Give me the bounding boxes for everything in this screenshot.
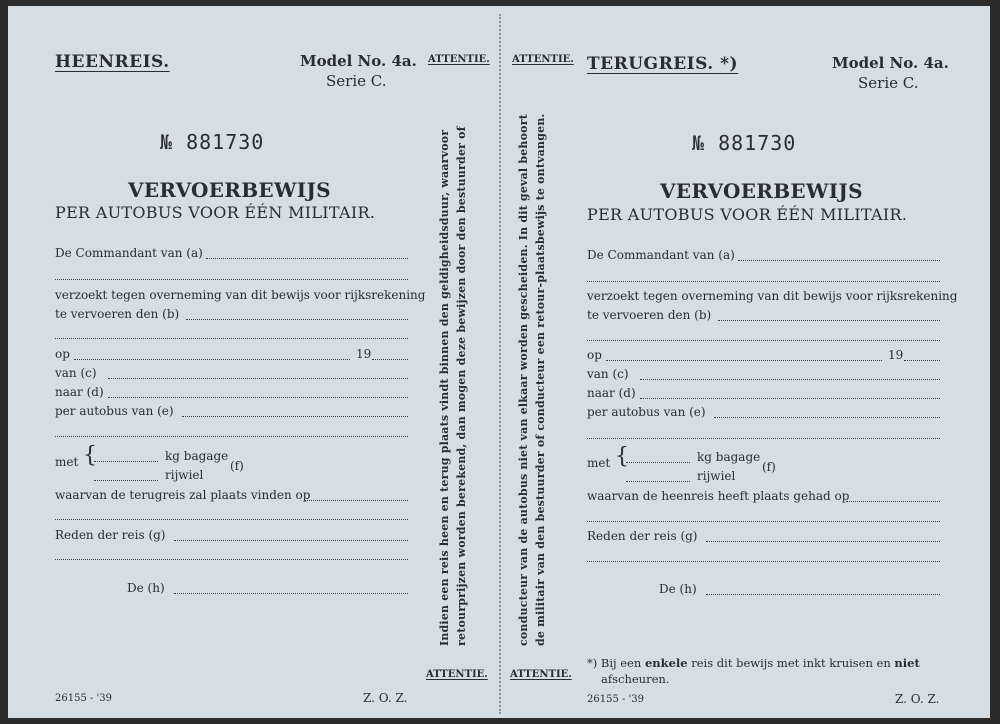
vervoeren-field[interactable] xyxy=(186,319,408,320)
ticket-heading: VERVOERBEWIJS xyxy=(128,178,331,202)
commandant-field-line2[interactable] xyxy=(55,279,408,280)
vervoeren-field-line2[interactable] xyxy=(55,338,408,339)
bagage-label: kg bagage xyxy=(165,449,229,463)
vervoeren-label: te vervoeren den (b) xyxy=(55,307,180,321)
footnote-bold-2: niet xyxy=(894,656,920,670)
vervoeren-field[interactable] xyxy=(718,320,940,321)
bagage-label: kg bagage xyxy=(697,450,761,464)
rijwiel-field[interactable] xyxy=(94,480,158,481)
ticket-subheading: PER AUTOBUS VOOR ÉÉN MILITAIR. xyxy=(55,203,376,222)
van-label: van (c) xyxy=(587,367,629,381)
reden-field[interactable] xyxy=(174,540,408,541)
autobus-label: per autobus van (e) xyxy=(55,404,174,418)
footnote-text-2: reis dit bewijs met inkt kruisen en xyxy=(691,656,891,670)
reis-plaats-field-line2[interactable] xyxy=(587,521,940,522)
naar-label: naar (d) xyxy=(587,386,636,400)
reden-field-line2[interactable] xyxy=(55,559,408,560)
year-label: 19 xyxy=(888,348,904,362)
f-note: (f) xyxy=(762,460,776,474)
autobus-label: per autobus van (e) xyxy=(587,405,706,419)
brace: { xyxy=(83,443,97,468)
model-number: Model No. 4a. xyxy=(300,52,417,70)
reis-plaats-field[interactable] xyxy=(304,500,408,501)
commandant-label: De Commandant van (a) xyxy=(587,248,735,262)
rijwiel-field[interactable] xyxy=(626,481,690,482)
attentie-text-line3: conducteur van de autobus niet van elkaar worden gescheiden. In dit geval behoort xyxy=(517,114,530,646)
verzoekt-text: verzoekt tegen overneming van dit bewijs voor rijksrekening xyxy=(55,288,426,302)
reis-plaats-field-line2[interactable] xyxy=(55,519,408,520)
van-field[interactable] xyxy=(108,378,408,379)
date-field[interactable] xyxy=(606,360,882,361)
van-label: van (c) xyxy=(55,366,97,380)
footnote-text-1: Bij een xyxy=(600,656,642,670)
ticket-number: № 881730 xyxy=(692,131,797,155)
bagage-field[interactable] xyxy=(626,462,690,463)
footnote-line2: afscheuren. xyxy=(601,672,670,686)
footnote-bold-1: enkele xyxy=(644,656,688,670)
heenreis-ticket xyxy=(8,6,500,718)
zoz-label: Z. O. Z. xyxy=(363,691,408,705)
footnote xyxy=(587,656,920,670)
de-label: De (h) xyxy=(659,582,697,596)
attentie-text-line2: retourprijzen worden berekend, dan mogen deze bewijzen door den bestuurder of xyxy=(455,126,468,646)
reden-field[interactable] xyxy=(706,541,940,542)
reis-plaats-label: waarvan de heenreis heeft plaats gehad op xyxy=(587,489,850,503)
ticket-title: HEENREIS. xyxy=(55,52,170,72)
attentie-top-left: ATTENTIE. xyxy=(428,54,490,65)
naar-label: naar (d) xyxy=(55,385,104,399)
attentie-bottom-left: ATTENTIE. xyxy=(426,669,488,680)
form-code: 26155 - '39 xyxy=(587,694,645,705)
attentie-text-line1: Indien een reis heen en terug plaats vindt binnen den geldigheidsduur, waarvoor xyxy=(438,129,451,646)
attentie-text-line4: de militair van den bestuurder of conducteur een retour-plaatsbewijs te ontvangen. xyxy=(534,113,547,646)
footnote-mark: *) xyxy=(587,656,598,670)
reden-field-line2[interactable] xyxy=(587,561,940,562)
met-label: met xyxy=(587,456,611,470)
ticket-number: № 881730 xyxy=(160,130,265,154)
ticket-sheet xyxy=(8,6,990,718)
op-label: op xyxy=(587,348,602,362)
ticket-subheading: PER AUTOBUS VOOR ÉÉN MILITAIR. xyxy=(587,205,908,224)
autobus-field[interactable] xyxy=(182,416,408,417)
form-code: 26155 - '39 xyxy=(55,693,113,704)
date-field[interactable] xyxy=(74,359,350,360)
vervoeren-field-line2[interactable] xyxy=(587,340,940,341)
op-label: op xyxy=(55,347,70,361)
model-number: Model No. 4a. xyxy=(832,54,949,72)
ticket-title-mark: *) xyxy=(720,54,739,74)
zoz-label: Z. O. Z. xyxy=(895,692,940,706)
reis-plaats-field[interactable] xyxy=(846,501,940,502)
year-field[interactable] xyxy=(372,359,408,360)
brace: { xyxy=(615,444,629,469)
serie-label: Serie C. xyxy=(858,74,919,92)
rijwiel-label: rijwiel xyxy=(697,469,736,483)
serie-label: Serie C. xyxy=(326,72,387,90)
commandant-label: De Commandant van (a) xyxy=(55,246,203,260)
perforation-line xyxy=(499,14,501,714)
commandant-field[interactable] xyxy=(738,260,940,261)
attentie-top-right: ATTENTIE. xyxy=(512,54,574,65)
vervoeren-label: te vervoeren den (b) xyxy=(587,308,712,322)
autobus-field-line2[interactable] xyxy=(55,436,408,437)
signature-field[interactable] xyxy=(174,593,408,594)
f-note: (f) xyxy=(230,459,244,473)
reden-label: Reden der reis (g) xyxy=(55,528,166,542)
year-field[interactable] xyxy=(904,360,940,361)
terugreis-ticket xyxy=(568,6,990,718)
reis-plaats-label: waarvan de terugreis zal plaats vinden op xyxy=(55,488,311,502)
naar-field[interactable] xyxy=(108,397,408,398)
rijwiel-label: rijwiel xyxy=(165,468,204,482)
commandant-field[interactable] xyxy=(206,258,408,259)
van-field[interactable] xyxy=(640,379,940,380)
year-label: 19 xyxy=(356,347,372,361)
met-label: met xyxy=(55,455,79,469)
ticket-title-text: TERUGREIS. xyxy=(587,54,714,74)
ticket-heading: VERVOERBEWIJS xyxy=(660,179,863,203)
naar-field[interactable] xyxy=(640,398,940,399)
autobus-field[interactable] xyxy=(714,417,940,418)
signature-field[interactable] xyxy=(706,594,940,595)
commandant-field-line2[interactable] xyxy=(587,281,940,282)
bagage-field[interactable] xyxy=(94,461,158,462)
de-label: De (h) xyxy=(127,581,165,595)
reden-label: Reden der reis (g) xyxy=(587,529,698,543)
ticket-title xyxy=(587,54,738,74)
autobus-field-line2[interactable] xyxy=(587,438,940,439)
attentie-bottom-right: ATTENTIE. xyxy=(510,669,572,680)
verzoekt-text: verzoekt tegen overneming van dit bewijs voor rijksrekening xyxy=(587,289,958,303)
